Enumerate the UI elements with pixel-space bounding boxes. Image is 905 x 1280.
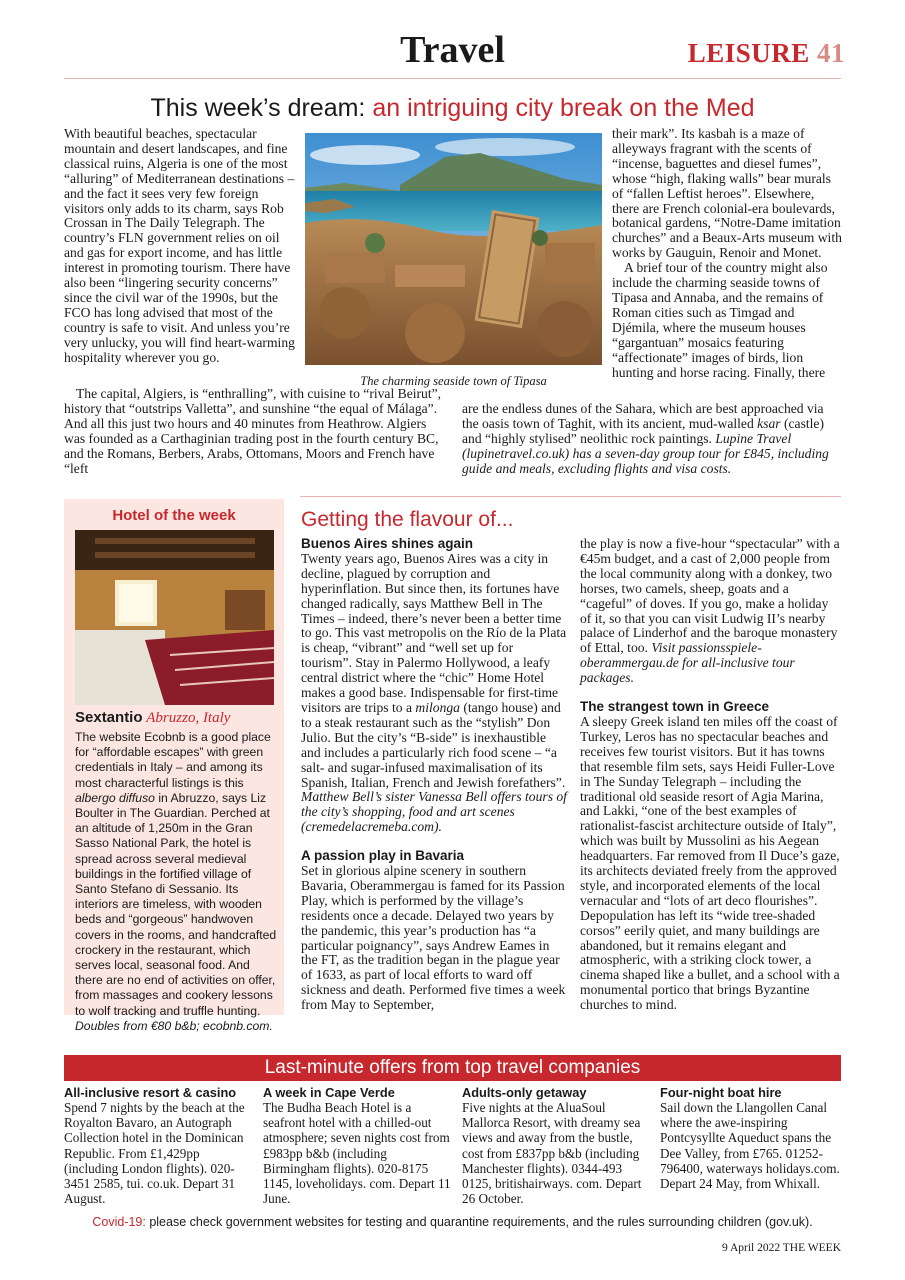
bavaria-text-continued: [580, 537, 842, 686]
dream-bottom-right: [462, 402, 842, 477]
footer-date: 9 April 2022: [721, 1242, 781, 1254]
hotel-name: Sextantio: [75, 709, 143, 726]
leisure-label: [688, 38, 845, 69]
dream-paragraph-5: [462, 402, 842, 477]
dream-paragraph-2: The capital, Algiers, is “enthralling”, with cuisine to “rival Beirut”, history that “outstrips Valletta”, and sunshine “the equal of Málaga”. And all this just two hours and 40 minutes from Heathrow. Algiers was founded as a Carthaginian trading post in the fourth century BC, and the Romans, Berbers, Arabs, Ottomans, Moors and French have “left: [64, 386, 442, 476]
flavour-title: Getting the flavour of...: [301, 508, 514, 531]
header-rule: [64, 78, 841, 79]
bavaria-text-1: Set in glorious alpine scenery in southern Bavaria, Oberammergau is famed for its Passion Play, which is performed by the village’s residents once a decade. Delayed two years by the pandemic, this year’s production has “a particular poignancy”, says Andrew Eames in the FT, as the tradition began in the plague year of 1633, as part of local efforts to ward off sickness and death. Performed five times a week from May to September,: [301, 863, 566, 1013]
hotel-price: Doubles from €80 b&b; ecobnb.com.: [75, 1018, 273, 1033]
offer-3-body: Five nights at the AluaSoul Mallorca Resort, with dreamy sea views and away from the bustle, cost from £837pp b&b (including Manchester flights). 0344-493 0125, britishairways. com. Depart 26 October.: [462, 1100, 642, 1207]
buenos-milonga: milonga: [415, 699, 460, 715]
offers-band: Last-minute offers from top travel companies: [64, 1055, 841, 1081]
section-title: Travel: [400, 29, 505, 71]
dream-bottom-text: are the endless dunes of the Sahara, which are best approached via the oasis town of Taghit, with its ancient, mud-walled: [462, 401, 824, 431]
tipasa-photo: [305, 133, 602, 365]
offer-4-body: Sail down the Llangollen Canal where the awe-inspiring Pontcysyllte Aqueduct spans the Dee Valley, from £765. 01252-796400, waterways holidays.com. Depart 24 May, from Whixall.: [660, 1100, 840, 1192]
covid-label: Covid-19:: [92, 1215, 146, 1229]
dream-ksar: ksar: [757, 415, 781, 431]
tipasa-caption: The charming seaside town of Tipasa: [360, 374, 547, 388]
bavaria-heading: A passion play in Bavaria: [301, 848, 465, 864]
dream-paragraph-3: their mark”. Its kasbah is a maze of alleyways fragrant with the scents of “incense, baguettes and diesel fumes”, whose “high, flaking walls” bear murals of “fallen Leftist heroes”. Elsewhere, there are French colonial-era boulevards, botanical gardens, “Notre-Dame imitation churches” and a Beaux-Arts museum with works by Gauguin, Renoir and Monet.: [612, 126, 842, 261]
covid-notice: [0, 1215, 905, 1229]
dream-column-right: [612, 127, 842, 380]
dream-tour-offer: Lupine Travel (lupinetravel.co.uk) has a seven-day group tour for £845, including guide and meals, excluding flights and visa costs.: [462, 430, 829, 476]
offer-2-body: The Budha Beach Hotel is a seafront hotel with a chilled-out atmosphere; seven nights cost from £983pp b&b (including Birmingham flights). 020-8175 1145, loveholidays. com. Depart 11 June.: [263, 1100, 451, 1207]
buenos-tour-offer: Matthew Bell’s sister Vanessa Bell offers tours of the city’s shopping, food and art scenes (cremedelacremeba.com).: [301, 789, 567, 835]
covid-text: please check government websites for testing and quarantine requirements, and the rules surrounding children (gov.uk).: [145, 1215, 813, 1229]
hotel-box-title: Hotel of the week: [112, 507, 236, 524]
bavaria-tour-offer: Visit passionsspiele-oberammergau.de for all-inclusive tour packages.: [580, 640, 795, 686]
leisure-word: LEISURE: [687, 38, 810, 68]
hotel-location: Abruzzo, Italy: [146, 710, 231, 726]
offer-2: [263, 1085, 453, 1206]
offer-3: [462, 1085, 652, 1206]
dream-headline: [0, 94, 905, 123]
buenos-text-1: Twenty years ago, Buenos Aires was a city in decline, plagued by corruption and hyperinflation. But since then, its fortunes have changed radically, says Matthew Bell in The Times – indeed, there’s never been a better time to go. This vast metropolis on the Río de la Plata is cheap, “vibrant” and “well set up for tourism”. Stay in Palermo Hollywood, a leafy central district where the “chic” Home Hotel makes a good base. Indispensable for first-time visitors are trips to a: [301, 550, 567, 715]
tipasa-photo-svg: [305, 133, 602, 365]
page-number: 41: [817, 38, 845, 68]
hotel-description: [75, 730, 277, 1034]
offer-2-title: A week in Cape Verde: [263, 1085, 395, 1100]
dream-paragraph-4: A brief tour of the country might also include the charming seaside towns of Tipasa and Annaba, and the remains of Roman cities such as Timgad and Djémila, where the museum houses “gargantuan” mosaics featuring “affectionate” images of birds, lion hunting and horse racing. Finally, there: [612, 260, 828, 380]
hotel-of-the-week-box: [64, 499, 284, 1033]
buenos-aires-heading: Buenos Aires shines again: [301, 536, 474, 551]
hotel-albergo: albergo diffuso: [75, 790, 155, 805]
offer-1: [64, 1085, 254, 1206]
flavour-column-right: [580, 537, 842, 1013]
flavour-rule: [300, 496, 841, 497]
offer-4: [660, 1085, 842, 1191]
buenos-text-2: (tango house) and to a steak restaurant such as the “stylish” Don Julio. But the city’s “B-side” is inexhaustible and includes a particularly rich food scene – “a salt- and sugar-infused maximalisation of its Spanish, Italian, French and Jewish forefathers”.: [301, 699, 566, 790]
dream-bottom-text-2: (castle) and “highly stylised” neolithic rock paintings.: [462, 415, 824, 446]
offer-1-body: Spend 7 nights by the beach at the Royalton Bavaro, an Autograph Collection hotel in the Dominican Republic. From £1,429pp (including London flights). 020-3451 2585, tui. co.uk. Depart 31 August.: [64, 1100, 245, 1207]
dream-paragraph-1: With beautiful beaches, spectacular mountain and desert landscapes, and fine classical ruins, Algeria is one of the most “alluring” of Mediterranean destinations – and the fact it sees very few foreign visitors only adds to its charm, says Rob Crossan in The Daily Telegraph. The country’s FLN government relies on oil and gas for export income, and has little interest in promoting tourism. There have also been “lingering security concerns” since the civil war of the 1990s, but the FCO has long advised that most of the country is safe to visit. And unless you’re very unlucky, you will find heart-warming hospitality wherever you go.: [64, 126, 295, 365]
hotel-name-line: [75, 709, 230, 727]
greece-text: A sleepy Greek island ten miles off the coast of Turkey, Leros has no spectacular beaches and receives few tourist visitors. But it has towns that resemble film sets, says Heidi Fuller-Love in The Sunday Telegraph – including the traditional old seaside resort of Agia Marina, and Lakki, “one of the best examples of rationalist-fascist architecture outside of Italy”, which was built by Mussolini as his Aegean headquarters. Far removed from Il Duce’s gaze, its architects deviated freely from the approved style, and incorporated elements of the local vernacular and “lots of art deco flourishes”. Depopulation has left its “wide tree-shaded corsos” eerily quiet, and many buildings are abandoned, but it remains elegant and atmospheric, with a striking clock tower, a cinema shaped like a bullet, and a school with a monumental portico that brings Byzantine churches to mind.: [580, 713, 840, 1013]
dream-column-left: [64, 127, 298, 366]
page-footer: [722, 1242, 841, 1254]
bavaria-text-2: the play is now a five-hour “spectacular” with a €45m budget, and a cast of 2,000 people from the local community along with a donkey, two horses, two camels, sheep, goats and a “cageful” of doves. If you go, make a holiday of it, so that you can visit Ludwig II’s nearby palace of Linderhof and the baroque monastery of Ettal, too.: [580, 536, 840, 656]
hotel-text-2: in Abruzzo, says Liz Boulter in The Guardian. Perched at an altitude of 1,250m in the Gran Sasso National Park, the hotel is spread across several medieval buildings in the fortified village of Santo Stefano di Sessanio. Its interiors are timeless, with wooden beds and “gorgeous” handwoven covers in the rooms, and handcrafted crockery in the restaurant, which serves local, seasonal food. And there are no end of activities on offer, from massages and cookery lessons to wolf tracking and truffle hunting.: [75, 790, 277, 1018]
offer-4-title: Four-night boat hire: [660, 1085, 782, 1100]
dream-bottom-left: [64, 387, 450, 476]
greece-heading: The strangest town in Greece: [580, 699, 770, 715]
hotel-photo-svg: [75, 530, 274, 705]
hotel-photo: [75, 530, 274, 705]
hotel-text-1: The website Ecobnb is a good place for “affordable escapes” with green credentials in Italy – and among its most characterful listings is this: [75, 730, 271, 790]
offer-3-title: Adults-only getaway: [462, 1085, 587, 1100]
offer-1-title: All-inclusive resort & casino: [64, 1085, 237, 1100]
buenos-aires-text: [301, 552, 567, 835]
dream-headline-red: an intriguing city break on the Med: [372, 94, 755, 122]
flavour-column-left: [301, 537, 567, 1013]
dream-headline-lead: This week’s dream:: [150, 94, 366, 122]
footer-magazine: THE WEEK: [782, 1242, 841, 1254]
